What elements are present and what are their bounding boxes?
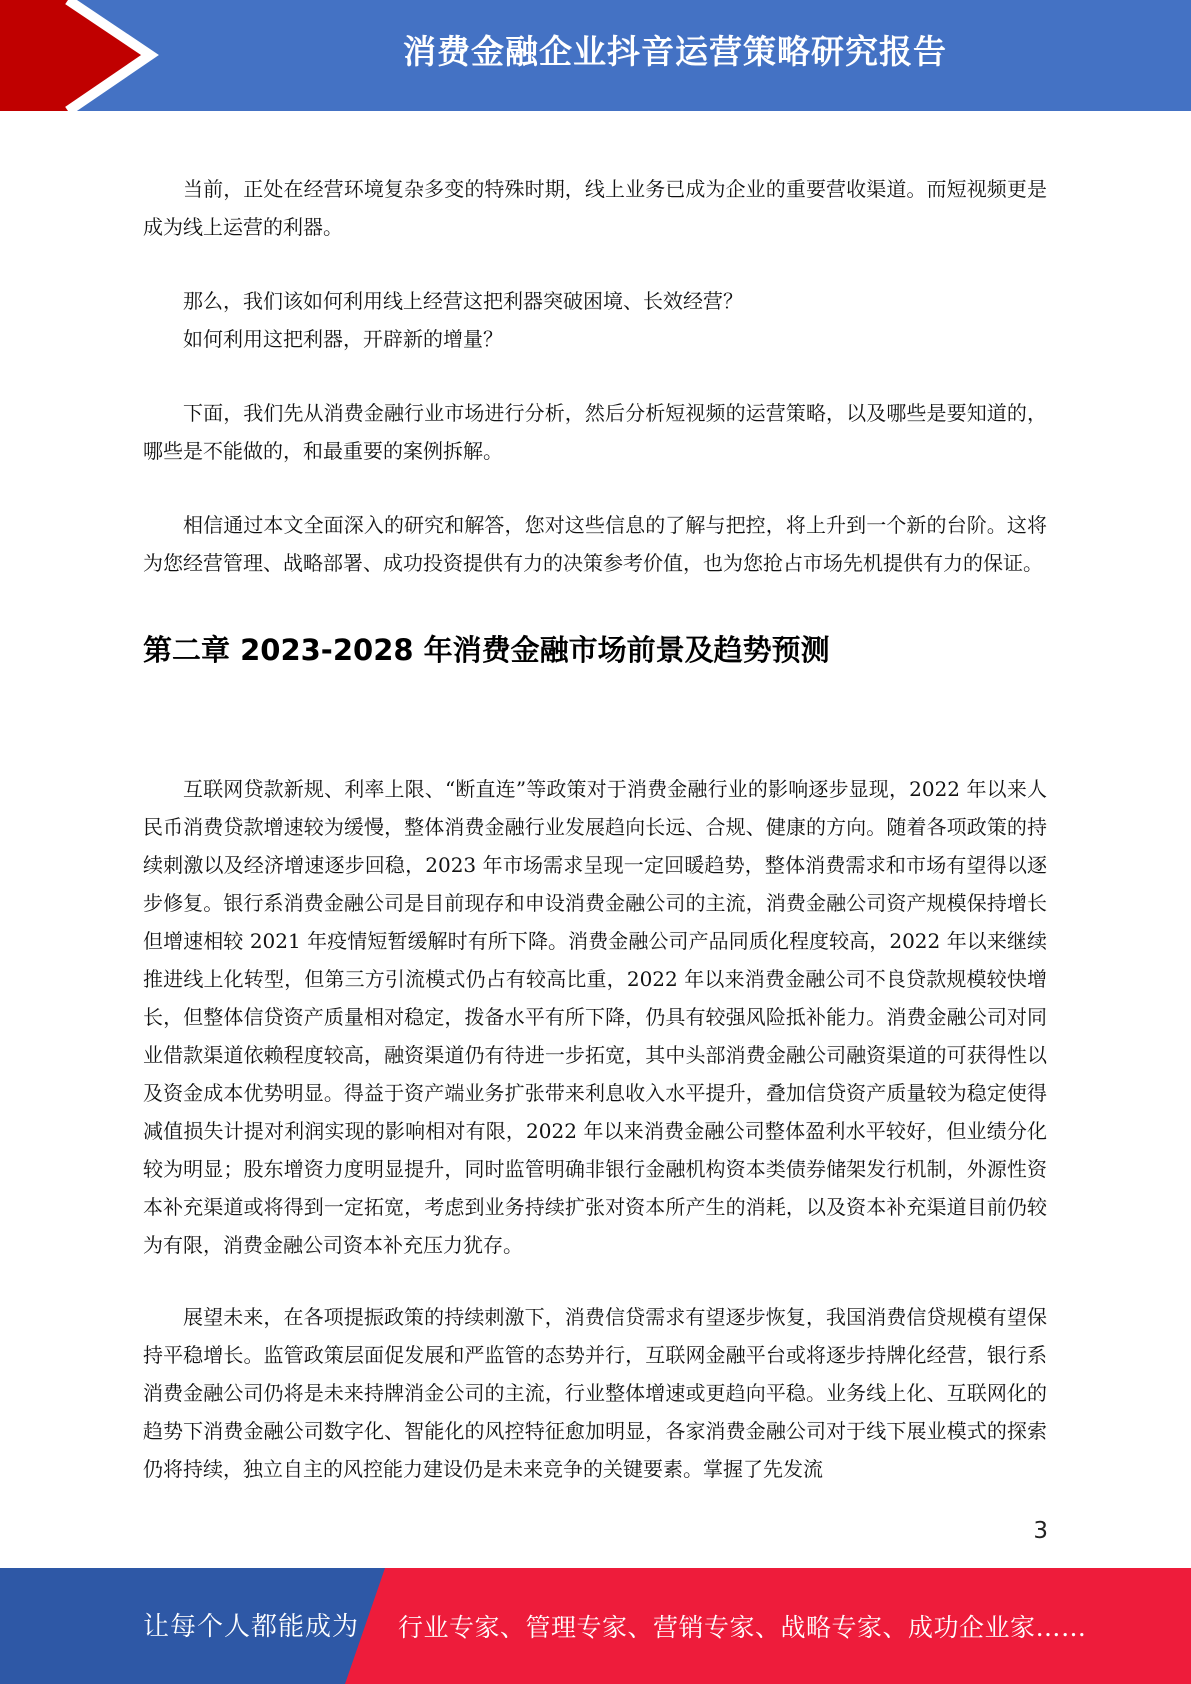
page-footer — [0, 1568, 1191, 1684]
intro-paragraph-1: 当前，正处在经营环境复杂多变的特殊时期，线上业务已成为企业的重要营收渠道。而短视频更是成为线上运营的利器。 — [143, 177, 1047, 239]
report-title: 消费金融企业抖音运营策略研究报告 — [403, 32, 947, 71]
page-content — [143, 170, 1047, 1488]
footer-slogan: 让每个人都能成为 — [143, 1612, 360, 1642]
intro-paragraph-3: 如何利用这把利器，开辟新的增量？ — [183, 327, 503, 351]
chapter-heading: 第二章 2023-2028 年消费金融市场前景及趋势预测 — [143, 633, 830, 667]
page-header — [0, 0, 1191, 111]
chapter-paragraph-2: 展望未来，在各项提振政策的持续刺激下，消费信贷需求有望逐步恢复，我国消费信贷规模有望保持平稳增长。监管政策层面促发展和严监管的态势并行，互联网金融平台或将逐步持牌化经营，银行系消费金融公司仍将是未来持牌消金公司的主流，行业整体增速或更趋向平稳。业务线上化、互联网化的趋势下消费金融公司数字化、智能化的风控特征愈加明显，各家消费金融公司对于线下展业模式的探索仍将持续，独立自主的风控能力建设仍是未来竞争的关键要素。掌握了先发流 — [143, 1305, 1047, 1481]
footer-roles: 行业专家、管理专家、营销专家、战略专家、成功企业家…… — [398, 1613, 1087, 1642]
intro-paragraph-5: 相信通过本文全面深入的研究和解答，您对这些信息的了解与把控，将上升到一个新的台阶。这将为您经营管理、战略部署、成功投资提供有力的决策参考价值，也为您抢占市场先机提供有力的保证。 — [143, 513, 1047, 575]
intro-paragraph-4: 下面，我们先从消费金融行业市场进行分析，然后分析短视频的运营策略，以及哪些是要知道的，哪些是不能做的，和最重要的案例拆解。 — [143, 401, 1047, 463]
intro-paragraph-2: 那么，我们该如何利用线上经营这把利器突破困境、长效经营？ — [183, 289, 743, 313]
chapter-paragraph-1: 互联网贷款新规、利率上限、“断直连”等政策对于消费金融行业的影响逐步显现，2022 年以来人民币消费贷款增速较为缓慢，整体消费金融行业发展趋向长远、合规、健康的方向。随着各项政策的持续刺激以及经济增速逐步回稳，2023 年市场需求呈现一定回暖趋势，整体消费需求和市场有望得以逐步修复。银行系消费金融公司是目前现存和申设消费金融公司的主流，消费金融公司资产规模保持增长但增速相较 2021 年疫情短暂缓解时有所下降。消费金融公司产品同质化程度较高，2022 年以来继续推进线上化转型，但第三方引流模式仍占有较高比重，2022 年以来消费金融公司不良贷款规模较快增长，但整体信贷资产质量相对稳定，拨备水平有所下降，仍具有较强风险抵补能力。消费金融公司对同业借款渠道依赖程度较高，融资渠道仍有待进一步拓宽，其中头部消费金融公司融资渠道的可获得性以及资金成本优势明显。得益于资产端业务扩张带来利息收入水平提升，叠加信贷资产质量较为稳定使得减值损失计提对利润实现的影响相对有限，2022 年以来消费金融公司整体盈利水平较好，但业绩分化较为明显；股东增资力度明显提升，同时监管明确非银行金融机构资本类债券储架发行机制，外源性资本补充渠道或将得到一定拓宽，考虑到业务持续扩张对资本所产生的消耗，以及资本补充渠道目前仍较为有限，消费金融公司资本补充压力犹存。 — [143, 777, 1047, 1257]
page-number: 3 — [1033, 1518, 1048, 1544]
